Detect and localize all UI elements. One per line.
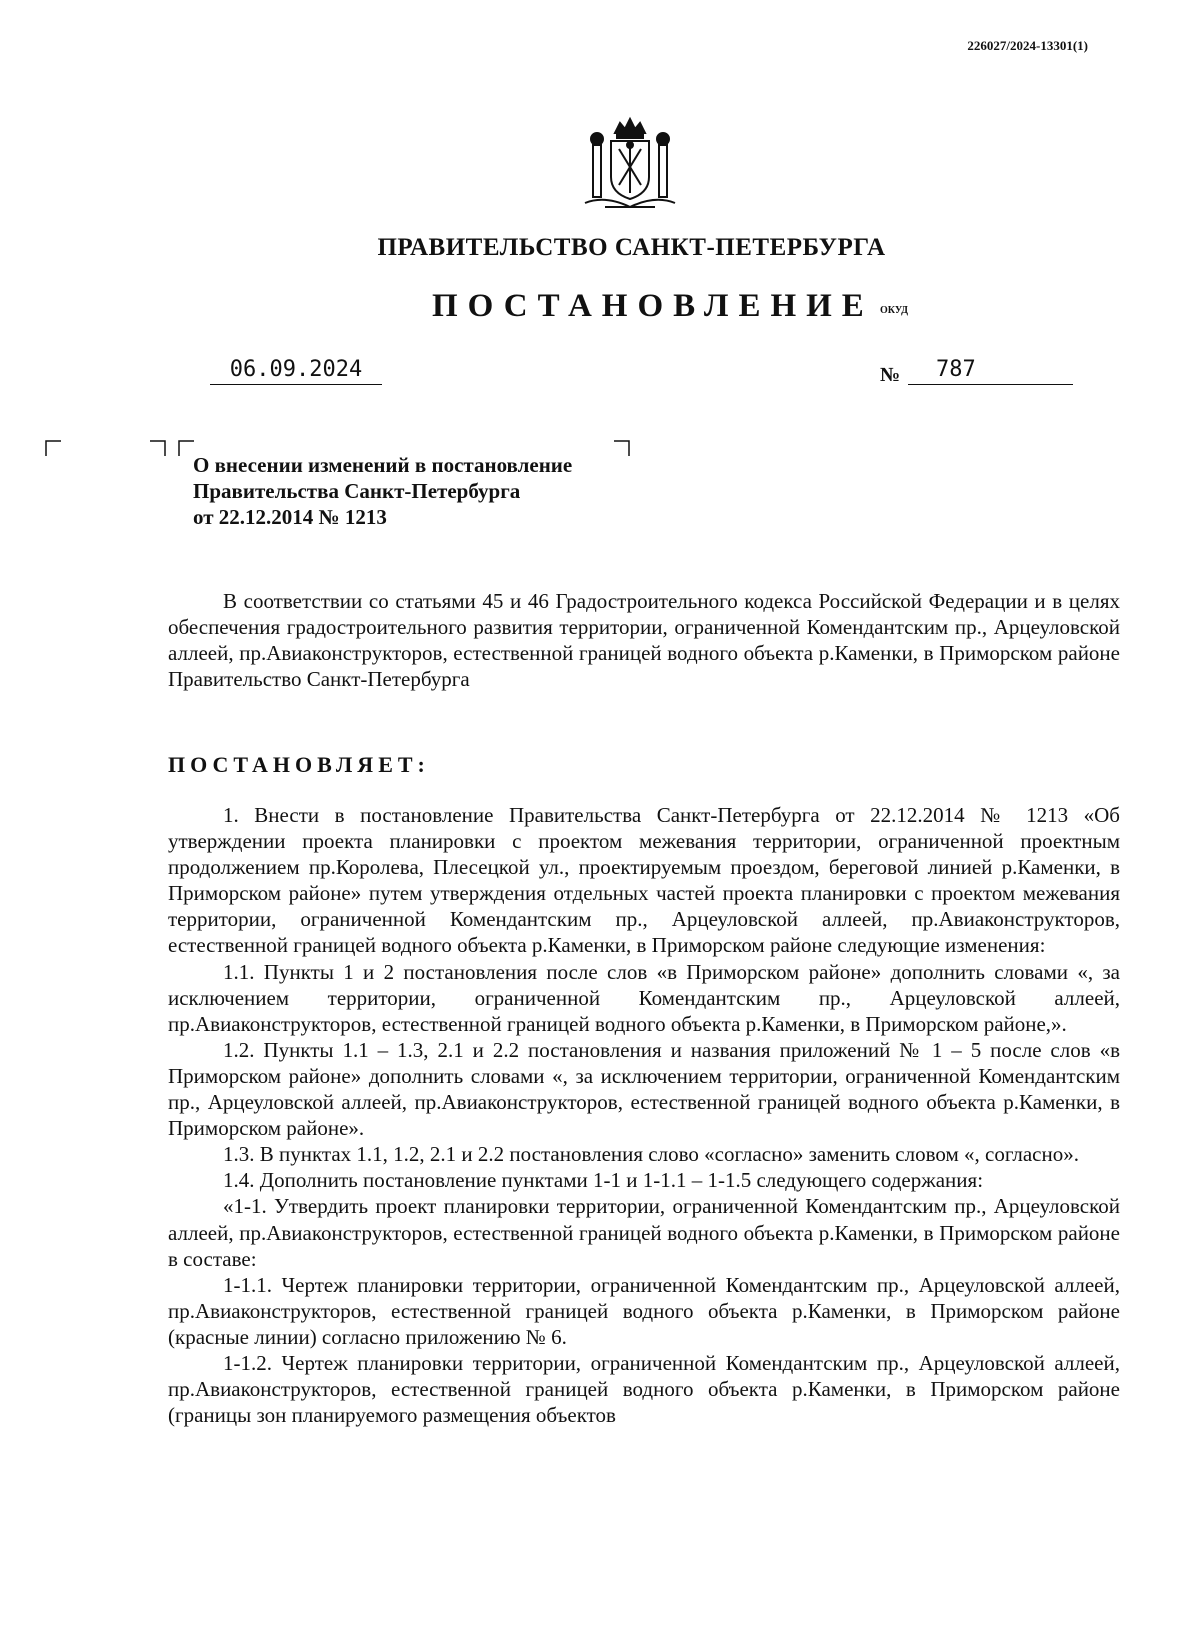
document-type: ПОСТАНОВЛЕНИЕ: [432, 288, 874, 324]
body-paragraph: 1. Внести в постановление Правительства Санкт-Петербурга от 22.12.2014 № 1213 «Об утверждении проекта планировки с проектом межевания территории, ограниченной проектным продолжением пр.Королева, Плесецкой ул., проектируемым проездом, береговой линией р.Каменки, в Приморском районе» путем утверждения отдельных частей проекта планировки с проектом межевания территории, ограниченной Комендантским пр., Арцеуловской аллеей, пр.Авиаконструкторов, естественной границей водного объекта р.Каменки, в Приморском районе следующие изменения:: [168, 803, 1120, 958]
preamble-block: [168, 588, 1120, 692]
body-paragraph: «1-1. Утвердить проект планировки территории, ограниченной Комендантским пр., Арцеуловской аллеей, пр.Авиаконструкторов, естественной границей водного объекта р.Каменки, в Приморском районе в составе:: [168, 1194, 1120, 1271]
body-paragraph: 1.3. В пунктах 1.1, 1.2, 2.1 и 2.2 постановления слово «согласно» заменить словом «, согласно».: [223, 1142, 1079, 1167]
body-paragraph: 1.1. Пункты 1 и 2 постановления после слов «в Приморском районе» дополнить словами «, за исключением территории, ограниченной Комендантским пр., Арцеуловской аллеей, пр.Авиаконструкторов, естественной границей водного объекта р.Каменки, в Приморском районе,».: [168, 959, 1120, 1036]
decree-body: [168, 802, 1120, 1428]
body-paragraph: 1.4. Дополнить постановление пунктами 1-1 и 1-1.1 – 1-1.5 следующего содержания:: [223, 1168, 984, 1193]
preamble-paragraph: В соответствии со статьями 45 и 46 Градостроительного кодекса Российской Федерации и в целях обеспечения градостроительного развития территории, ограниченной Комендантским пр., Арцеуловской аллеей, пр.Авиаконструкторов, естественной границей водного объекта р.Каменки, в Приморском районе Правительство Санкт-Петербурга: [168, 589, 1120, 692]
body-paragraph: 1-1.2. Чертеж планировки территории, ограниченной Комендантским пр., Арцеуловской аллеей, пр.Авиаконструкторов, естественной границей водного объекта р.Каменки, в Приморском районе (границы зон планируемого размещения объектов: [168, 1350, 1120, 1428]
subject-line: от 22.12.2014 № 1213: [193, 505, 387, 529]
resolves-heading: ПОСТАНОВЛЯЕТ:: [168, 752, 430, 777]
okud-label: ОКУД: [880, 305, 909, 316]
corner-bracket-icon: [614, 440, 630, 456]
corner-bracket-icon: [45, 440, 61, 456]
subject-line: О внесении изменений в постановление: [193, 453, 573, 477]
coat-of-arms-icon: [575, 115, 685, 215]
number-label: №: [880, 364, 901, 386]
subject-line: Правительства Санкт-Петербурга: [193, 479, 521, 503]
decree-date: 06.09.2024: [210, 357, 382, 385]
corner-bracket-icon: [178, 440, 194, 456]
corner-bracket-icon: [150, 440, 166, 456]
body-paragraph: 1-1.1. Чертеж планировки территории, ограниченной Комендантским пр., Арцеуловской аллеей, пр.Авиаконструкторов, естественной границей водного объекта р.Каменки, в Приморском районе (красные линии) согласно приложению № 6.: [168, 1272, 1120, 1349]
body-paragraph: 1.2. Пункты 1.1 – 1.3, 2.1 и 2.2 постановления и названия приложений № 1 – 5 после слов «в Приморском районе» дополнить словами «, за исключением территории, ограниченной Комендантским пр., Арцеуловской аллеей, пр.Авиаконструкторов, естественной границей водного объекта р.Каменки, в Приморском районе».: [168, 1037, 1120, 1141]
decree-subject: [193, 452, 572, 530]
government-title: ПРАВИТЕЛЬСТВО САНКТ-ПЕТЕРБУРГА: [377, 234, 886, 261]
decree-number: 787: [908, 357, 1073, 385]
registration-number: 226027/2024-13301(1): [967, 38, 1088, 53]
